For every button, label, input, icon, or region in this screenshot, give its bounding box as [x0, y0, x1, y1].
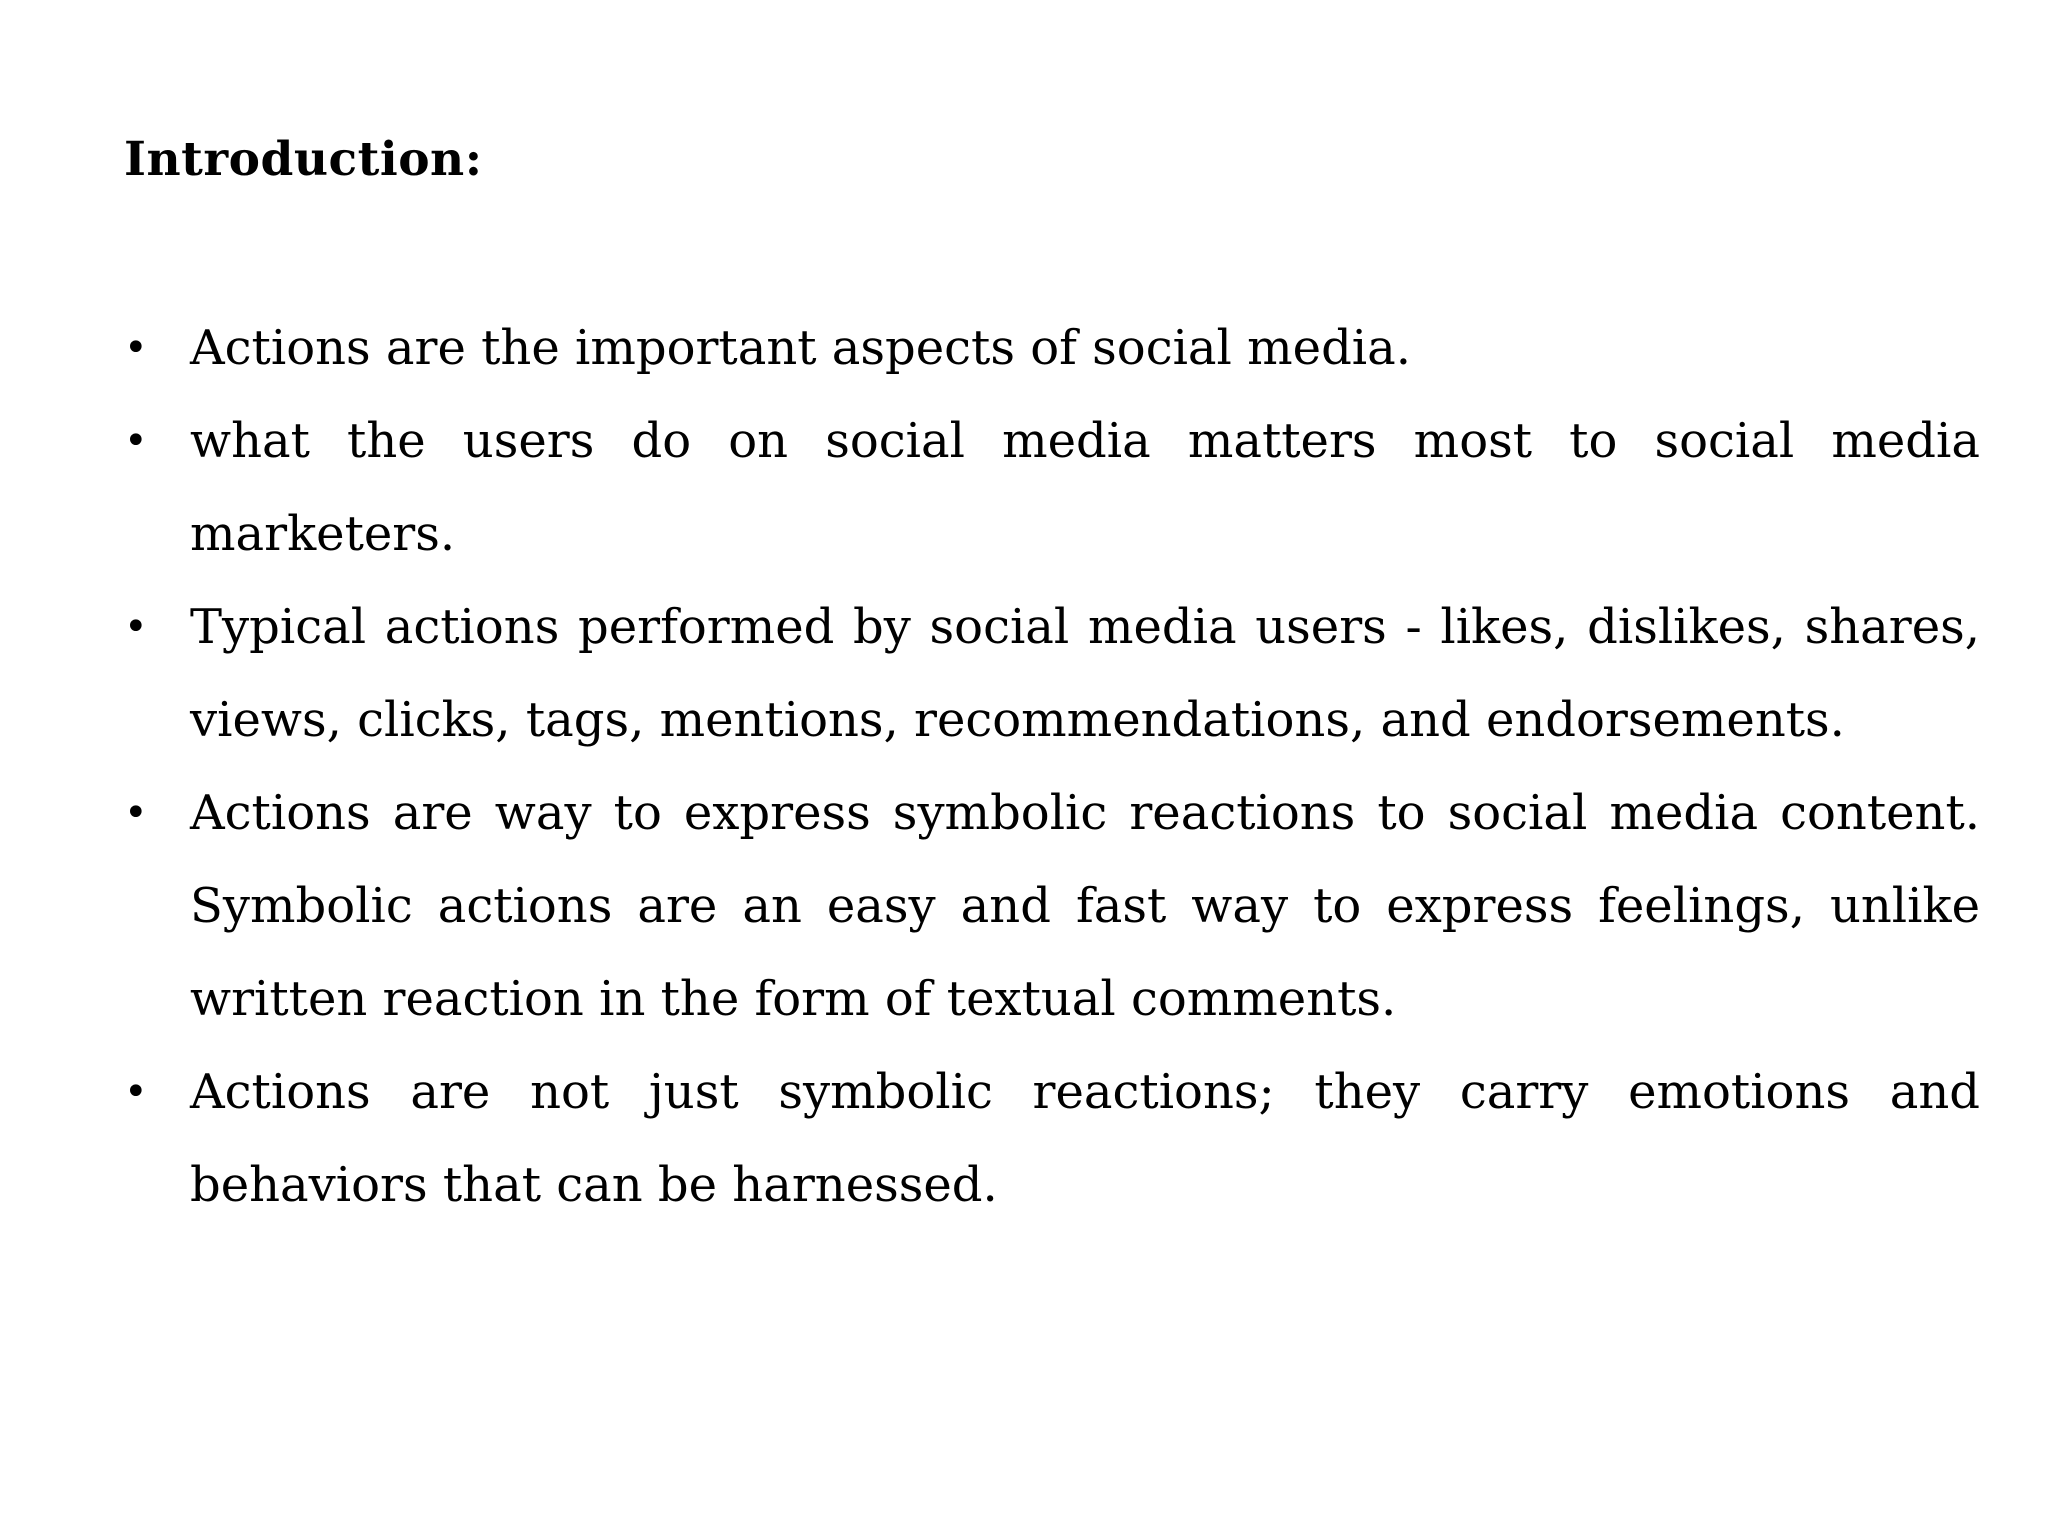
bullet-text: Actions are way to express symbolic reactions to social media content. Symbolic actions are an easy and fast way to express feelings, unlike written reaction in the form of textual comments. — [190, 785, 1980, 1027]
bullet-icon: • — [124, 790, 148, 836]
bullet-text: Typical actions performed by social media users - likes, dislikes, shares, views, clicks, tags, mentions, recommendations, and endorsements. — [190, 599, 1980, 748]
bullet-list — [124, 302, 1980, 1232]
bullet-icon: • — [124, 1069, 148, 1115]
bullet-text: Actions are not just symbolic reactions; they carry emotions and behaviors that can be harnessed. — [190, 1064, 1980, 1213]
bullet-item — [124, 302, 1980, 395]
bullet-icon: • — [124, 604, 148, 650]
bullet-item — [124, 395, 1980, 581]
bullet-item — [124, 767, 1980, 1046]
bullet-icon: • — [124, 418, 148, 464]
bullet-icon: • — [124, 325, 148, 371]
bullet-item — [124, 581, 1980, 767]
bullet-text: Actions are the important aspects of social media. — [190, 320, 1412, 376]
slide-heading: Introduction: — [124, 132, 483, 187]
bullet-item — [124, 1046, 1980, 1232]
bullet-text: what the users do on social media matters most to social media marketers. — [190, 413, 1980, 562]
